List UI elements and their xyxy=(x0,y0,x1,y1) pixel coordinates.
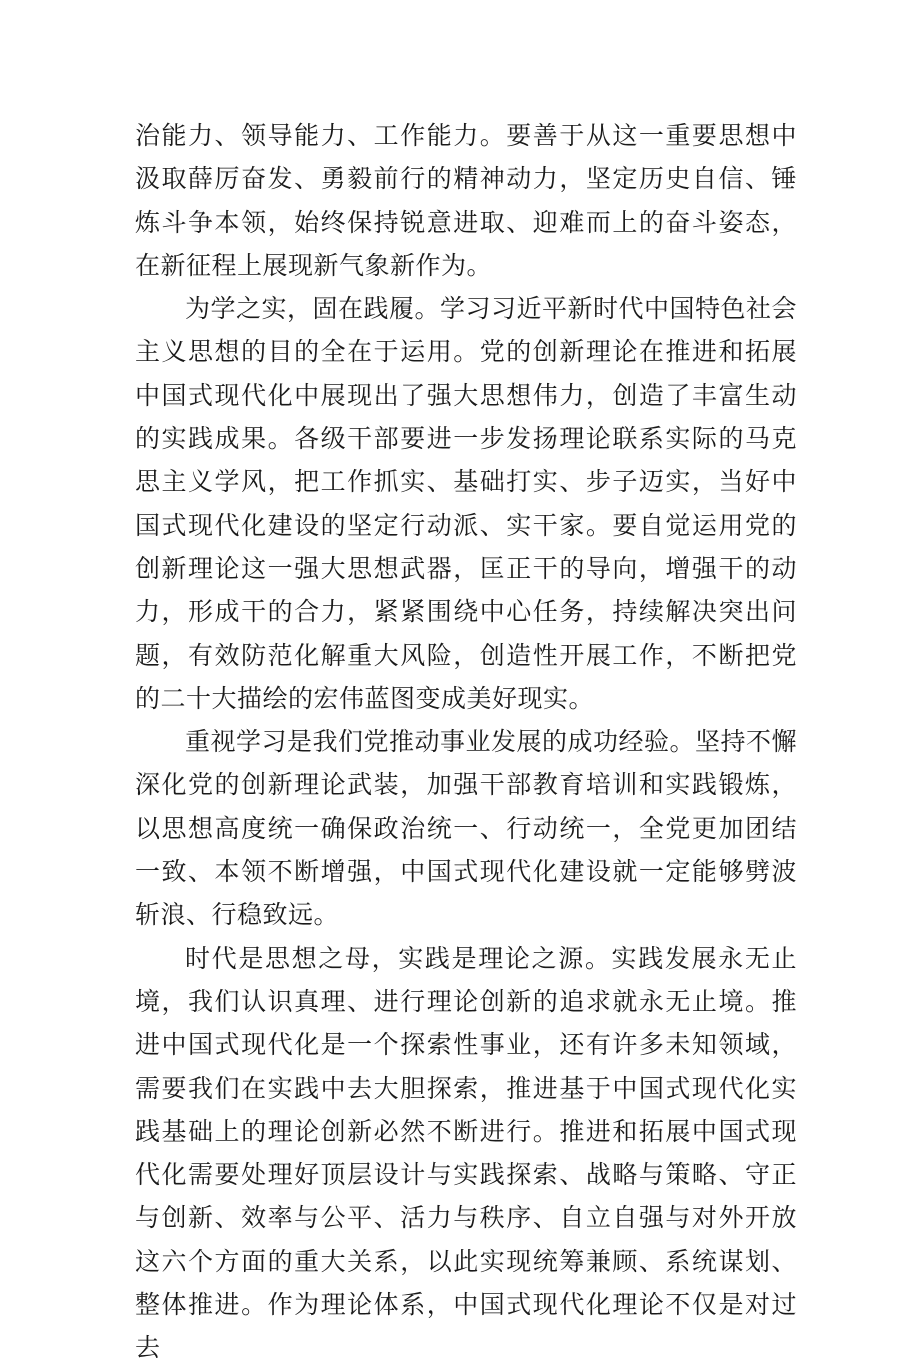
paragraph-practice: 为学之实，固在践履。学习习近平新时代中国特色社会主义思想的目的全在于运用。党的创新理论在推进和拓展中国式现代化中展现出了强大思想伟力，创造了丰富生动的实践成果。各级干部要进一步发扬理论联系实际的马克思主义学风，把工作抓实、基础打实、步子迈实，当好中国式现代化建设的坚定行动派、实干家。要自觉运用党的创新理论这一强大思想武器，匡正干的导向，增强干的动力，形成干的合力，紧紧围绕中心任务，持续解决突出问题，有效防范化解重大风险，创造性开展工作，不断把党的二十大描绘的宏伟蓝图变成美好现实。 xyxy=(135,294,798,713)
paragraph-study: 重视学习是我们党推动事业发展的成功经验。坚持不懈深化党的创新理论武装，加强干部教育培训和实践锻炼，以思想高度统一确保政治统一、行动统一，全党更加团结一致、本领不断增强，中国式现代化建设就一定能够劈波斩浪、行稳致远。 xyxy=(135,727,798,930)
paragraph-era: 时代是思想之母，实践是理论之源。实践发展永无止境，我们认识真理、进行理论创新的追求就永无止境。推进中国式现代化是一个探索性事业，还有许多未知领域，需要我们在实践中去大胆探索，推进基于中国式现代化实践基础上的理论创新必然不断进行。推进和拓展中国式现代化需要处理好顶层设计与实践探索、战略与策略、守正与创新、效率与公平、活力与秩序、自立自强与对外开放这六个方面的重大关系，以此实现统筹兼顾、系统谋划、整体推进。作为理论体系，中国式现代化理论不仅是对过去 xyxy=(135,943,797,1363)
paragraph-continued: 治能力、领导能力、工作能力。要善于从这一重要思想中汲取薛厉奋发、勇毅前行的精神动力，坚定历史自信、锤炼斗争本领，始终保持锐意进取、迎难而上的奋斗姿态，在新征程上展现新气象新作为。 xyxy=(135,121,797,280)
document-body xyxy=(135,114,797,1370)
